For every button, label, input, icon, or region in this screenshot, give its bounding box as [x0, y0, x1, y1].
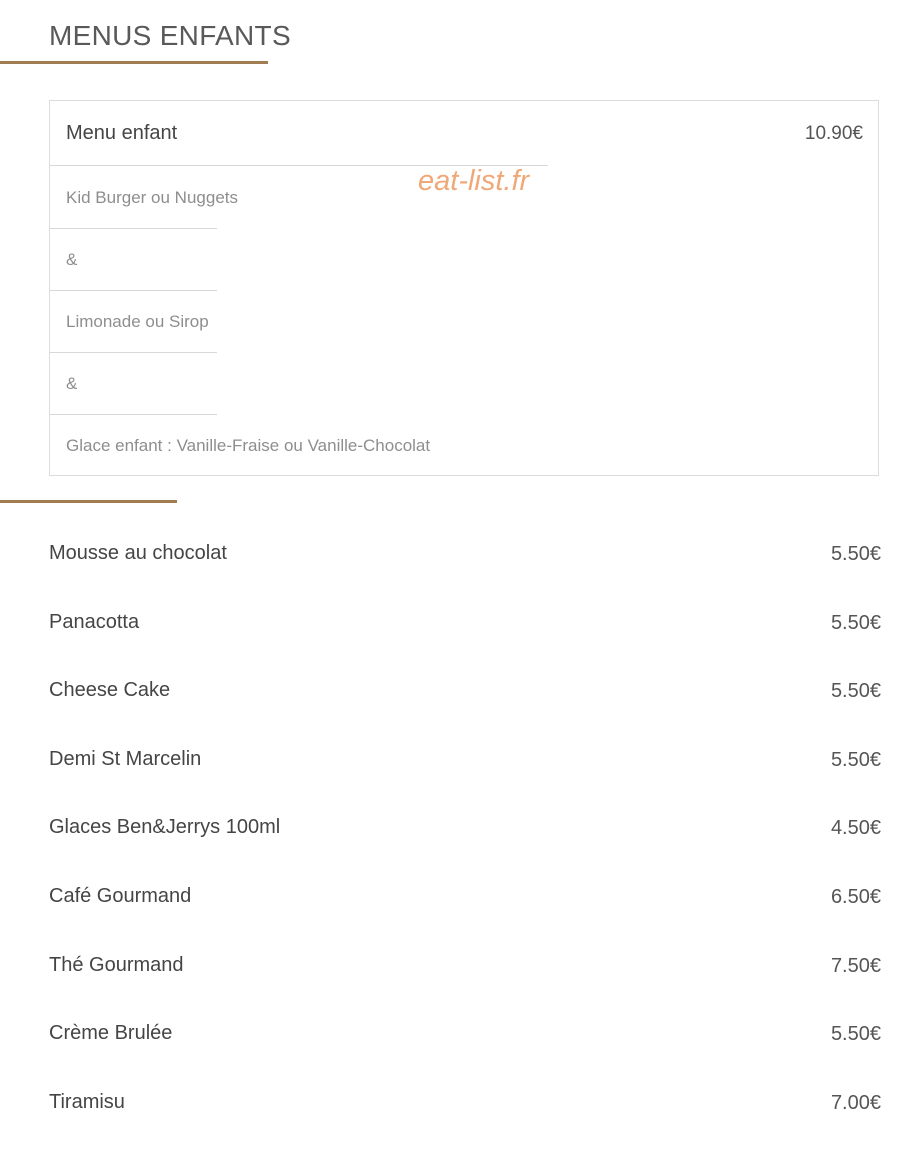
kids-menu-price: 10.90€ [804, 123, 863, 144]
dessert-price: 5.50€ [830, 543, 881, 565]
kids-menu-name: Menu enfant [66, 122, 178, 144]
menu-divider [50, 228, 217, 229]
menu-item: & [66, 250, 78, 269]
dessert-price: 7.50€ [830, 955, 881, 977]
dessert-price: 5.50€ [830, 680, 881, 702]
menu-item: Limonade ou Sirop [66, 312, 209, 331]
dessert-name: Crème Brulée [49, 1022, 173, 1044]
dessert-price: 5.50€ [830, 1023, 881, 1045]
kids-menu-card [49, 100, 879, 476]
dessert-price: 5.50€ [830, 749, 881, 771]
menu-divider [50, 290, 217, 291]
dessert-row [49, 951, 881, 981]
dessert-row [49, 1088, 881, 1118]
dessert-name: Mousse au chocolat [49, 542, 227, 564]
dessert-price: 4.50€ [830, 817, 881, 839]
dessert-name: Thé Gourmand [49, 954, 184, 976]
menu-divider [50, 414, 217, 415]
title-underline [0, 61, 268, 64]
dessert-row [49, 745, 881, 775]
dessert-row [49, 539, 881, 569]
dessert-name: Café Gourmand [49, 885, 192, 907]
section-divider [0, 500, 177, 503]
section-title: MENUS ENFANTS [49, 20, 291, 51]
dessert-row [49, 1019, 881, 1049]
dessert-row [49, 813, 881, 843]
watermark: eat-list.fr [418, 165, 530, 197]
dessert-price: 5.50€ [830, 612, 881, 634]
dessert-name: Tiramisu [49, 1091, 125, 1113]
dessert-row [49, 608, 881, 638]
dessert-price: 6.50€ [830, 886, 881, 908]
dessert-name: Glaces Ben&Jerrys 100ml [49, 816, 281, 838]
menu-divider [50, 352, 217, 353]
dessert-name: Demi St Marcelin [49, 748, 202, 770]
dessert-row [49, 676, 881, 706]
menu-item: Glace enfant : Vanille-Fraise ou Vanille-Chocolat [66, 436, 431, 455]
menu-item: & [66, 374, 78, 393]
dessert-row [49, 882, 881, 912]
menu-item: Kid Burger ou Nuggets [66, 188, 238, 207]
dessert-name: Panacotta [49, 611, 140, 633]
dessert-name: Cheese Cake [49, 679, 171, 701]
dessert-price: 7.00€ [830, 1092, 881, 1114]
